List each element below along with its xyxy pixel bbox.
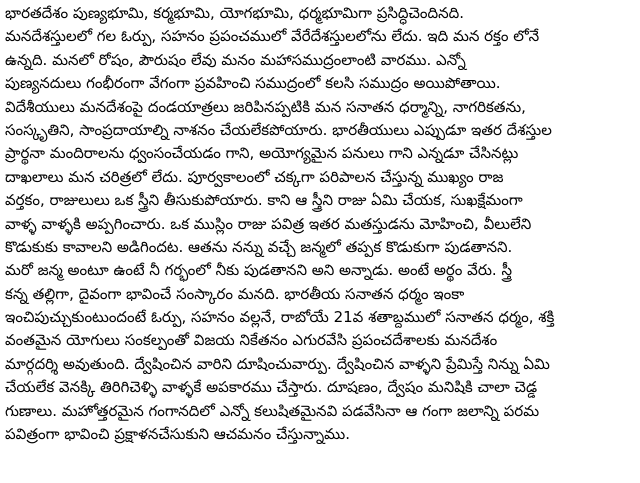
paragraph-line: పవిత్రంగా భావించి ప్రక్షాళనచేసుకుని ఆచమనం చేస్తున్నాము. (5, 425, 350, 444)
paragraph-line: చేయలేక వెనక్కి తిరిగిచెళ్ళి వాళ్ళకే అపకారము చేస్తారు. దూషణం, ద్వేషం మనిషికి చాలా చెడ్డ (5, 378, 538, 397)
telugu-paragraph (5, 2, 635, 446)
paragraph-line: మనదేశస్తులలో గల ఓర్పు, సహనం ప్రపంచములో వేరేదేశస్తులలోను లేదు. ఇది మన రక్తం లోనే (5, 27, 540, 46)
paragraph-line: సంస్కృతిని, సాంప్రదాయాల్ని నాశనం చేయలేకపోయారు. భారతీయులు ఎప్పుడూ ఇతర దేశస్తుల (5, 120, 552, 139)
paragraph-line: మార్గదర్శి అవుతుంది. ద్వేషించిన వారిని దూషించువార్పు. ద్వేషించిన వాళ్ళని ప్రేమిస్తే నిన్ను ఏమి (5, 354, 550, 373)
paragraph-line: కొడుకుకు కావాలని అడిగిందట. ఆతను నన్ను వచ్చే జన్మలో తప్పక కొడుకుగా పుడతానని. (5, 237, 513, 256)
paragraph-line: ఉన్నది. మనలో రోషం, పౌరుషం లేవు మనం మహాసముద్రంలాంటి వారము. ఎన్నో (5, 50, 466, 69)
paragraph-line: ప్రార్థనా మందిరాలను ధ్వంసంచేయడం గాని, అయోగ్యమైన పనులు గాని ఎన్నడూ చేసినట్లు (5, 144, 519, 163)
paragraph-line: వర్తకం, రాజులులు ఒక స్త్రీని తీసుకుపోయారు. కాని ఆ స్త్రీని రాజు ఏమి చేయక, సుఖక్షేమంగా (5, 191, 523, 210)
paragraph-line: వాళ్ళ వాళ్ళకి అప్పగించారు. ఒక ముస్లిం రాజు పవిత్ర ఇతర మతస్తుడను మోహించి, వీలులేని (5, 214, 532, 233)
paragraph-line: పుణ్యనదులు గంభీరంగా వేగంగా ప్రవహించి సముద్రంలో కలసి సముద్రం అయిపోతాయి. (5, 74, 501, 93)
paragraph-line: భారతదేశం పుణ్యభూమి, కర్మభూమి, యోగభూమి, ధర్మభూమిగా ప్రసిద్ధిచెందినది. (5, 4, 464, 22)
paragraph-line: దాఖలాలు మన చరిత్రలో లేదు. పూర్వకాలంలో చక్కగా పరిపాలన చేస్తున్న ముఖ్యం రాజ (5, 167, 504, 186)
paragraph-line: విదేశీయులు మనదేశంపై దండయాత్రలు జరిపినప్పటికి మన సనాతన ధర్మాన్ని, నాగరికతను, (5, 97, 526, 116)
paragraph-line: మరో జన్మ అంటూ ఉంటే నీ గర్భంలో నీకు పుడతానని అని అన్నాడు. అంటే అర్థం వేరు. స్త్రీ (5, 261, 512, 280)
paragraph-line: గుణాలు. మహోత్తరమైన గంగానదిలో ఎన్నో కలుషితమైనవి పడవేసినా ఆ గంగా జలాన్ని పరమ (5, 401, 540, 420)
paragraph-line: కన్న తల్లిగా, దైవంగా భావించే సంస్కారం మనది. భారతీయ సనాతన ధర్మం ఇంకా (5, 284, 465, 303)
paragraph-line: ఇంచిపుచ్చుకుంటుందంటే ఓర్పు, సహనం వల్లనే, రాబోయే 21వ శతాబ్దములో సనాతన ధర్మం, శక్తి (5, 308, 555, 327)
paragraph-line: వంతమైన యోగులు సంకల్పంతో విజయ నికేతనం ఎగురవేసి ప్రపంచదేశాలకు మనదేశం (5, 331, 498, 350)
